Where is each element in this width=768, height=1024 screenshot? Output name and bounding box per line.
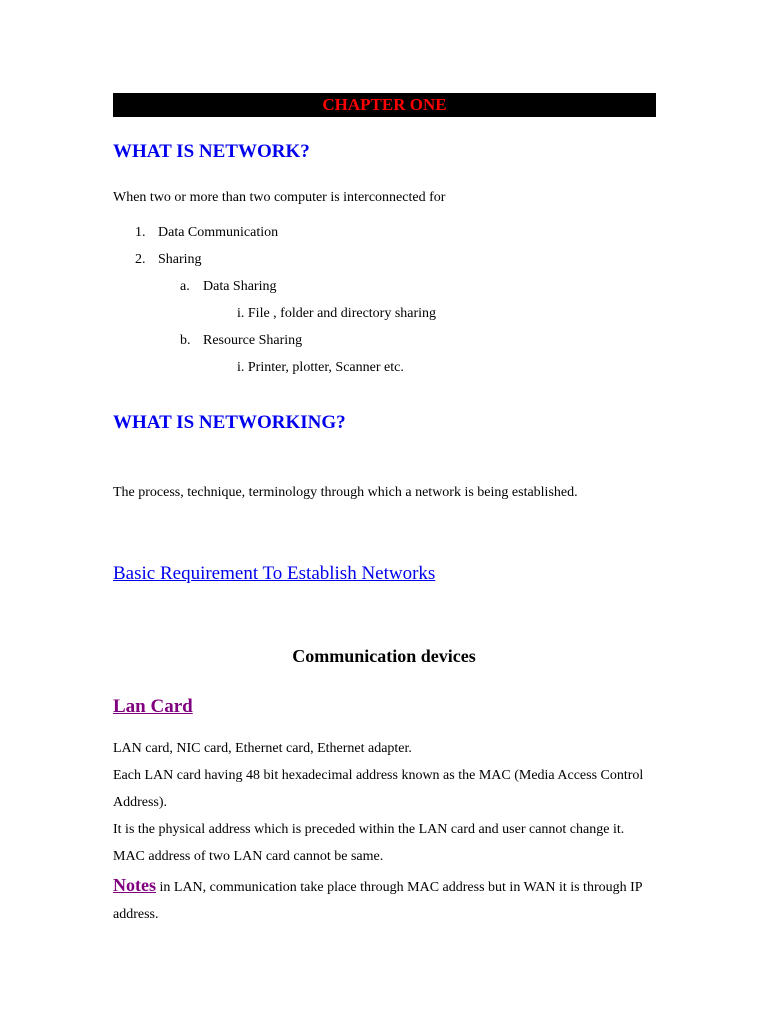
physical-address-paragraph: It is the physical address which is preceded within the LAN card and user cannot change it. MAC address of two LAN card cannot be same. <box>113 822 625 864</box>
sub-list-item <box>180 278 276 296</box>
sub-sub-list-item: i. File , folder and directory sharing <box>237 306 437 321</box>
lan-card-aliases: LAN card, NIC card, Ethernet card, Ethernet adapter. <box>113 741 412 756</box>
sub-list-item <box>180 332 302 350</box>
sub-list-marker: a. <box>180 279 190 294</box>
lan-card-heading: Lan Card <box>113 696 193 717</box>
notes-paragraph <box>113 872 658 928</box>
network-intro: When two or more than two computer is interconnected for <box>113 190 446 205</box>
list-marker: 2. <box>135 252 146 267</box>
basic-requirement-link[interactable]: Basic Requirement To Establish Networks <box>113 563 436 584</box>
sub-list-item-label: Resource Sharing <box>203 333 303 348</box>
networking-definition: The process, technique, terminology through which a network is being established. <box>113 485 578 500</box>
chapter-banner <box>113 93 656 117</box>
what-is-network-heading: WHAT IS NETWORK? <box>113 141 310 162</box>
notes-text: in LAN, communication take place through MAC address but in WAN it is through IP address. <box>113 880 643 922</box>
notes-label: Notes <box>113 875 156 895</box>
sub-sub-list-item: i. Printer, plotter, Scanner etc. <box>237 360 404 375</box>
list-item-label: Data Communication <box>158 225 279 240</box>
sub-list-item-label: Data Sharing <box>203 279 277 294</box>
what-is-networking-heading: WHAT IS NETWORKING? <box>113 412 346 433</box>
list-marker: 1. <box>135 225 146 240</box>
communication-devices-heading: Communication devices <box>292 646 476 666</box>
chapter-title: CHAPTER ONE <box>322 95 447 114</box>
list-item <box>135 251 202 269</box>
sub-list-marker: b. <box>180 333 191 348</box>
list-item-label: Sharing <box>158 252 202 267</box>
mac-address-paragraph: Each LAN card having 48 bit hexadecimal address known as the MAC (Media Access Control Address). <box>113 768 644 810</box>
list-item <box>135 224 278 242</box>
